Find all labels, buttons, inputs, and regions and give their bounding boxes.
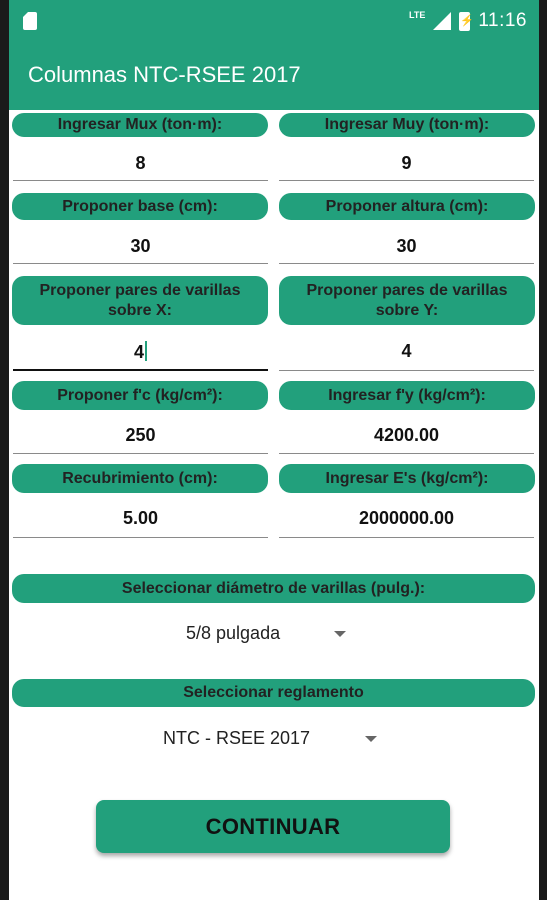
diametro-selected: 5/8 pulgada [186,623,281,643]
mux-input[interactable]: 8 [13,153,268,181]
varillas-x-label [12,276,268,325]
mux-label: Ingresar Mux (ton·m): [12,113,268,137]
battery-charging-icon [459,12,470,31]
varillas-x-value: 4 [133,342,144,362]
fc-label: Proponer f'c (kg/cm²): [12,381,268,410]
reglamento-spinner[interactable] [149,720,389,756]
sim-card-icon [23,12,37,30]
varillas-x-label-line2: sobre X: [107,301,172,319]
varillas-y-input[interactable]: 4 [279,341,534,371]
es-input[interactable]: 2000000.00 [279,508,534,538]
network-type: LTE [409,10,426,20]
text-cursor [145,341,147,361]
reglamento-selected: NTC - RSEE 2017 [163,728,311,748]
base-input[interactable]: 30 [13,236,268,264]
status-bar [9,0,539,42]
varillas-x-input[interactable] [13,341,268,371]
varillas-y-label-line1: Proponer pares de varillas [306,281,508,299]
dropdown-arrow-icon [334,631,346,637]
recubrimiento-label: Recubrimiento (cm): [12,464,268,493]
diametro-spinner[interactable] [169,615,369,651]
fy-input[interactable]: 4200.00 [279,425,534,454]
app-toolbar [9,42,539,110]
base-label: Proponer base (cm): [12,193,268,220]
varillas-y-label [279,276,535,325]
recubrimiento-input[interactable]: 5.00 [13,508,268,538]
app-title: Columnas NTC-RSEE 2017 [28,62,301,87]
muy-label: Ingresar Muy (ton·m): [279,113,535,137]
continue-button[interactable]: CONTINUAR [96,800,450,853]
signal-icon [433,12,451,30]
varillas-x-label-line1: Proponer pares de varillas [39,281,241,299]
altura-input[interactable]: 30 [279,236,534,264]
status-time: 11:16 [478,10,527,31]
altura-label: Proponer altura (cm): [279,193,535,220]
diametro-label: Seleccionar diámetro de varillas (pulg.): [12,574,535,603]
app-screen [9,0,539,900]
status-icons [409,8,527,34]
varillas-y-label-line2: sobre Y: [375,301,439,319]
muy-input[interactable]: 9 [279,153,534,181]
dropdown-arrow-icon [365,736,377,742]
es-label: Ingresar E's (kg/cm²): [279,464,535,493]
fy-label: Ingresar f'y (kg/cm²): [279,381,535,410]
reglamento-label: Seleccionar reglamento [12,679,535,707]
fc-input[interactable]: 250 [13,425,268,454]
